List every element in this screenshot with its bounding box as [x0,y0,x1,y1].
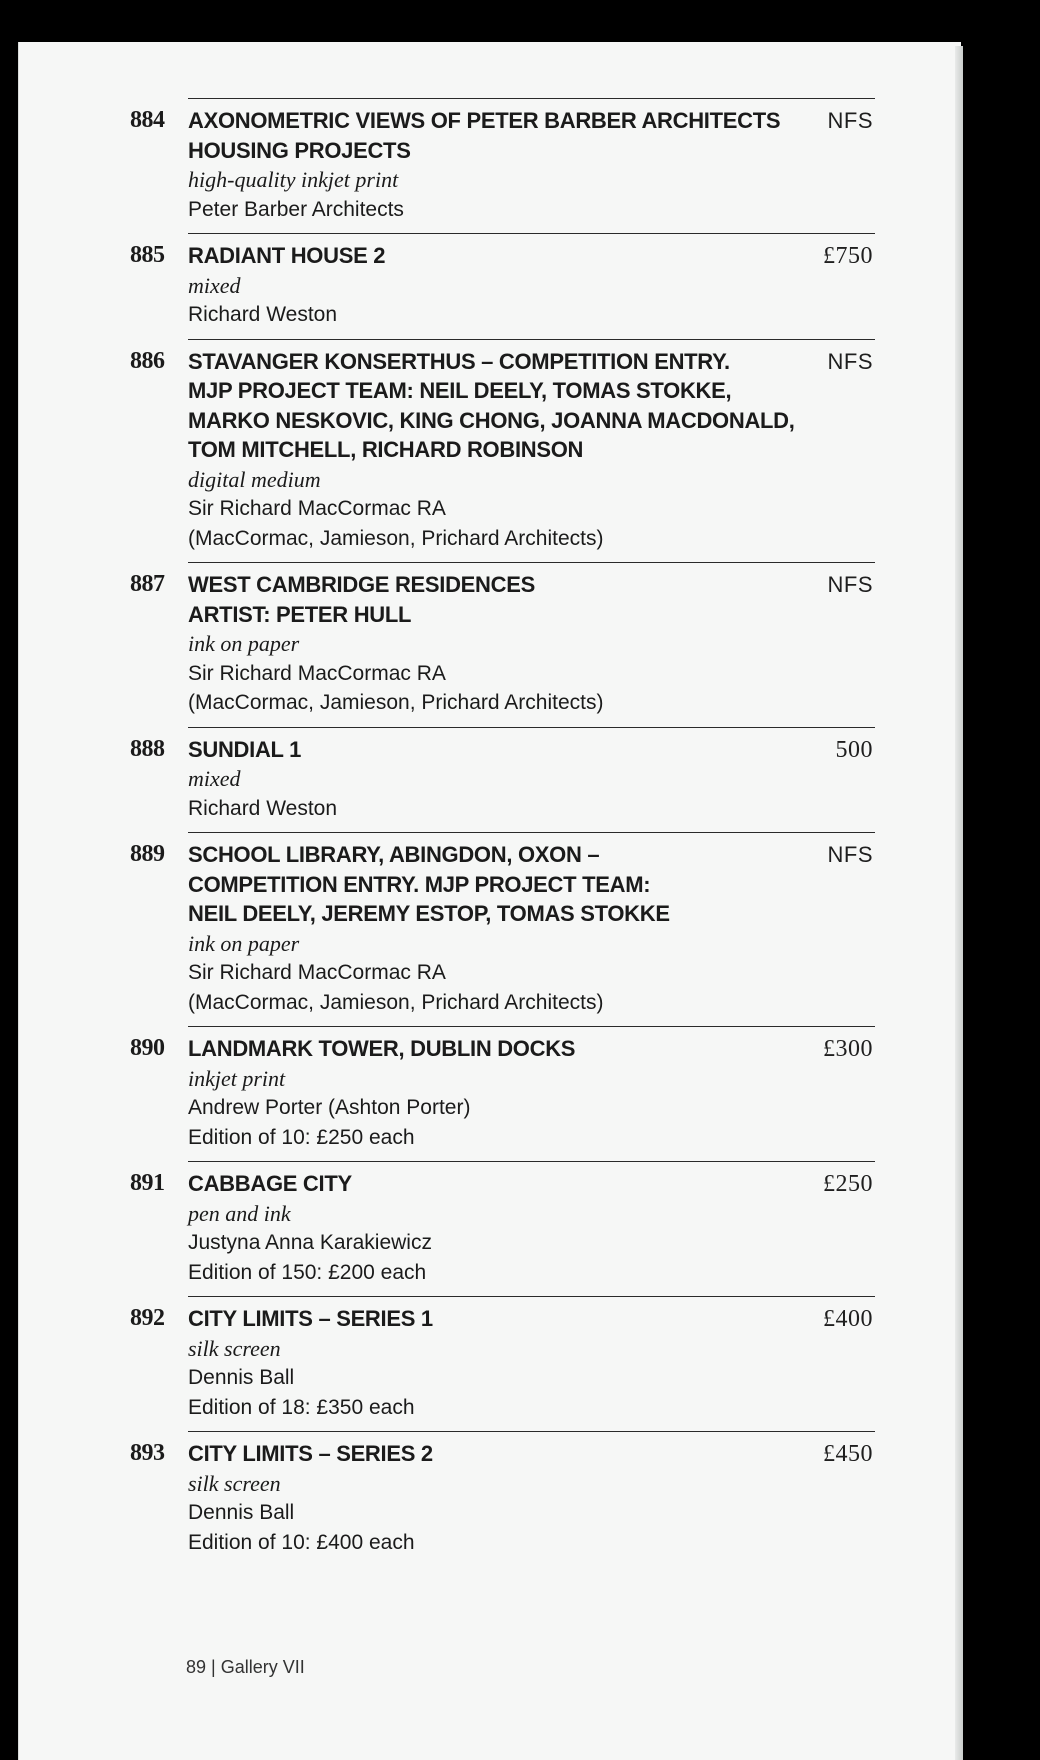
catalogue-entry-887 [130,562,875,727]
entry-artist: Sir Richard MacCormac RA [188,961,446,984]
entry-title-line: MJP PROJECT TEAM: NEIL DEELY, TOMAS STOKKE, [188,378,732,403]
entry-title-line: HOUSING PROJECTS [188,137,411,163]
entry-price: £300 [823,1036,873,1062]
entry-artist: Richard Weston [188,796,338,820]
entry-price: £750 [823,243,873,269]
entry-title [188,1034,875,1064]
entry-price: 500 [835,736,873,763]
entry-medium: ink on paper [188,631,300,656]
catalogue-entry-892 [130,1296,875,1431]
entry-artist-practice: (MacCormac, Jamieson, Prichard Architects) [188,526,604,550]
page-edge [955,46,963,1760]
entry-number: 893 [130,1440,165,1466]
catalogue-entry-885 [130,233,875,339]
entry-artist: Sir Richard MacCormac RA [188,661,446,685]
entry-artist: Dennis Ball [188,1366,295,1389]
entry-medium: inkjet print [188,1065,286,1091]
entry-artist-practice: (MacCormac, Jamieson, Prichard Architects) [188,990,604,1014]
entry-price: £450 [823,1441,873,1467]
entry-artist: Andrew Porter (Ashton Porter) [188,1096,471,1119]
entry-medium: digital medium [188,466,321,492]
page-footer: 89 | Gallery VII [186,1657,305,1677]
entry-title-line: COMPETITION ENTRY. MJP PROJECT TEAM: [188,871,651,897]
entry-artist-practice: (MacCormac, Jamieson, Prichard Architects) [188,691,604,714]
catalogue-entry-884 [130,98,875,233]
entry-title [188,1169,875,1199]
entry-artist: Dennis Ball [188,1501,295,1524]
entry-artist: Justyna Anna Karakiewicz [188,1231,432,1254]
entry-title-line: SCHOOL LIBRARY, ABINGDON, OXON – [188,842,600,867]
entry-number: 887 [130,571,165,597]
catalogue-list [130,98,875,1566]
entry-title-line: CITY LIMITS – SERIES 1 [188,1306,433,1331]
catalogue-entry-890 [130,1026,875,1161]
entry-title-line: RADIANT HOUSE 2 [188,243,386,268]
entry-number: 884 [130,107,165,133]
entry-title-line: ARTIST: PETER HULL [188,601,412,627]
entry-title-line: CITY LIMITS – SERIES 2 [188,1441,433,1466]
entry-medium: mixed [188,766,241,791]
catalogue-entry-891 [130,1161,875,1296]
entry-title [188,570,875,629]
entry-artist: Peter Barber Architects [188,197,404,221]
entry-title-line: NEIL DEELY, JEREMY ESTOP, TOMAS STOKKE [188,901,670,926]
entry-price: NFS [827,572,873,597]
entry-title-line: AXONOMETRIC VIEWS OF PETER BARBER ARCHITECTS [188,108,781,133]
entry-edition: Edition of 10: £400 each [188,1530,415,1554]
entry-title [188,347,875,465]
entry-number: 885 [130,242,165,268]
entry-price: NFS [827,108,873,133]
entry-title [188,840,875,929]
entry-artist: Sir Richard MacCormac RA [188,497,446,520]
entry-medium: ink on paper [188,930,300,956]
entry-number: 889 [130,841,165,867]
entry-medium: pen and ink [188,1200,291,1226]
entry-title-line: STAVANGER KONSERTHUS – COMPETITION ENTRY. [188,348,730,374]
entry-medium: high-quality inkjet print [188,167,399,192]
entry-medium: silk screen [188,1470,281,1496]
entry-number: 886 [130,347,165,374]
catalogue-entry-886 [130,339,875,563]
entry-title [188,106,875,165]
entry-number: 890 [130,1035,165,1061]
entry-number: 888 [130,735,165,762]
entry-medium: silk screen [188,1335,281,1361]
entry-price: NFS [827,348,873,374]
catalogue-entry-893 [130,1431,875,1566]
catalogue-entry-888 [130,727,875,833]
entry-title [188,1304,875,1334]
entry-price: NFS [827,842,873,867]
entry-price: £400 [823,1306,873,1332]
entry-title [188,1439,875,1469]
entry-title-line: SUNDIAL 1 [188,736,302,762]
entry-number: 891 [130,1170,165,1196]
entry-title-line: WEST CAMBRIDGE RESIDENCES [188,572,535,597]
entry-medium: mixed [188,272,241,298]
entry-title-line: CABBAGE CITY [188,1171,352,1196]
entry-edition: Edition of 18: £350 each [188,1395,415,1419]
catalogue-entry-889 [130,832,875,1026]
entry-price: £250 [823,1171,873,1197]
entry-artist: Richard Weston [188,303,338,326]
entry-number: 892 [130,1305,165,1331]
entry-title [188,241,875,271]
entry-title-line: LANDMARK TOWER, DUBLIN DOCKS [188,1036,576,1061]
entry-title-line: MARKO NESKOVIC, KING CHONG, JOANNA MACDONALD, [188,407,795,433]
entry-title-line: TOM MITCHELL, RICHARD ROBINSON [188,437,584,462]
entry-title [188,735,875,765]
entry-edition: Edition of 10: £250 each [188,1125,415,1149]
entry-edition: Edition of 150: £200 each [188,1260,427,1284]
